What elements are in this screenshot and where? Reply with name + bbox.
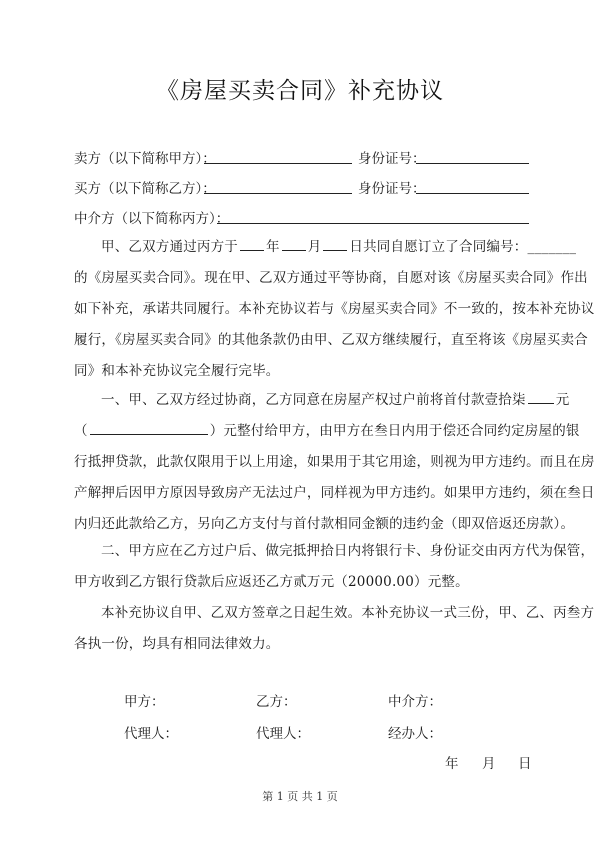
intro-paragraph [74, 232, 595, 387]
clause-1-text-2: ）元整付给甲方，由甲方在叁日内用于偿还合同约定房屋的银 [209, 423, 580, 439]
clause-1-line-4: 产解押后因甲方原因导致房产无法过户，同样视为甲方违约。如果甲方违约，须在叁日 [74, 485, 595, 501]
year-blank [240, 236, 264, 251]
intro-line-2: 的《房屋买卖合同》。现在甲、乙双方通过平等协商，自愿对该《房屋买卖合同》作出 [74, 270, 588, 286]
intro-text-1: 甲、乙双方通过丙方于 [101, 239, 238, 255]
clause-2-paragraph [74, 536, 595, 598]
date-month: 月 [482, 756, 496, 772]
buyer-id-line [416, 193, 529, 194]
clause-3-line-2: 各执一份，均具有相同法律效力。 [74, 636, 280, 652]
date-year: 年 [445, 756, 459, 772]
day-blank [323, 236, 347, 251]
clause-3-line-1: 本补充协议自甲、乙双方签章之日起生效。本补充协议一式三份，甲、乙、丙叁方 [101, 605, 595, 621]
rep-a-signature: 代理人： [124, 726, 178, 742]
party-a-signature: 甲方： [124, 694, 165, 710]
agent-label: 中介方（以下简称丙方）： [74, 211, 230, 227]
intro-text-2: 日共同自愿订立了合同编号：_______ [349, 239, 577, 255]
amount-blank [528, 389, 554, 404]
rep-b-signature: 代理人： [256, 726, 310, 742]
intro-line-3: 如下补充，承诺共同履行。本补充协议若与《房屋买卖合同》不一致的，按本补充协议 [74, 301, 595, 317]
clause-1-yuan: 元 [555, 392, 570, 408]
page-footer: 第 1 页 共 1 页 [262, 790, 338, 803]
seller-name-line [204, 163, 352, 164]
seller-id-line [416, 163, 529, 164]
party-b-signature: 乙方： [256, 694, 297, 710]
buyer-name-line [204, 193, 352, 194]
clause-2-line-1: 二、甲方应在乙方过户后、做完抵押拾日内将银行卡、身份证交由丙方代为保管， [101, 543, 595, 559]
intro-month: 月 [307, 239, 322, 255]
intro-line-4: 履行，《房屋买卖合同》的其他条款仍由甲、乙双方继续履行，直至将该《房屋买卖合 [74, 332, 588, 348]
clause-3-paragraph [74, 598, 595, 660]
clause-1-paren-open: （ [74, 423, 88, 439]
buyer-label: 买方（以下简称乙方）： [74, 181, 216, 197]
clause-1-paragraph [74, 385, 595, 540]
handler-signature: 经办人： [388, 726, 442, 742]
month-blank [282, 236, 306, 251]
intro-year: 年 [266, 239, 280, 255]
seller-label: 卖方（以下简称甲方）： [74, 151, 216, 167]
clause-1-line-3: 行抵押贷款，此款仅限用于以上用途，如果用于其它用途，则视为甲方违约。而且在房 [74, 454, 595, 470]
agent-name-line [217, 223, 529, 224]
date-day: 日 [518, 756, 532, 772]
seller-id-label: 身份证号： [358, 151, 426, 167]
document-title: 《房屋买卖合同》补充协议 [156, 78, 444, 104]
amount-words-blank [90, 420, 208, 435]
clause-1-text-1: 一、甲、乙双方经过协商，乙方同意在房屋产权过户前将首付款壹拾柒 [101, 392, 526, 408]
agent-signature: 中介方： [388, 694, 442, 710]
clause-2-line-2: 甲方收到乙方银行贷款后应返还乙方贰万元（20000.00）元整。 [74, 574, 469, 590]
buyer-id-label: 身份证号： [358, 181, 426, 197]
intro-line-5: 同》和本补充协议完全履行完毕。 [74, 363, 280, 379]
clause-1-line-5: 内归还此款给乙方，另向乙方支付与首付款相同金额的违约金（即双倍返还房款）。 [74, 516, 575, 532]
